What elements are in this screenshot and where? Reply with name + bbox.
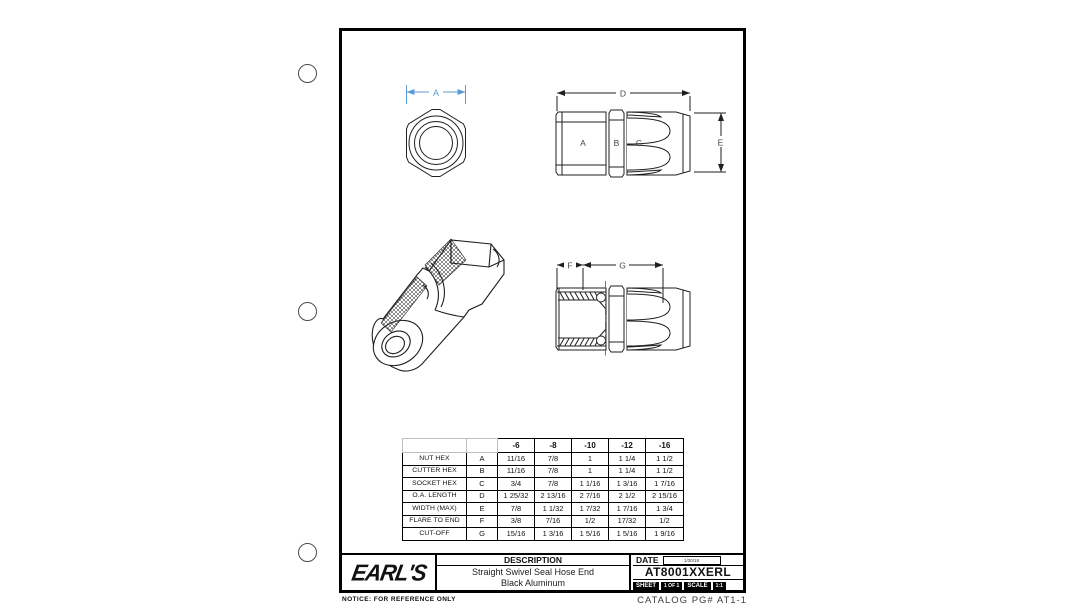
spec-row-label: FLARE TO END [403,515,467,528]
binder-hole [298,64,317,83]
spec-value: 3/8 [498,515,535,528]
spec-value: 11/16 [498,453,535,466]
spec-dim-letter: F [467,515,498,528]
spec-value: 1 3/4 [646,503,684,516]
description-cell [437,555,631,590]
spec-value: 1 [572,453,609,466]
scale-label: SCALE [684,582,710,590]
part-number: AT8001XXERL [633,566,743,580]
catalog-page-ref: CATALOG PG# AT1-1 [637,595,747,606]
spec-value: 11/16 [498,465,535,478]
spec-row-label: NUT HEX [403,453,467,466]
date-label: DATE [636,555,659,565]
section-body [556,286,690,352]
spec-value: 1 7/16 [646,478,684,491]
spec-dim-letter: A [467,453,498,466]
spec-size-header: -16 [646,439,684,453]
spec-value: 1 3/16 [609,478,646,491]
sheet-value: 1 OF 1 [661,582,682,590]
scale-value: 1:1 [713,582,726,590]
spec-table-body [403,453,684,541]
spec-row-label: CUT-OFF [403,528,467,541]
spec-value: 1 9/16 [646,528,684,541]
spec-value: 1 1/4 [609,453,646,466]
title-block-right-column [633,555,743,590]
spec-row-label: WIDTH (MAX) [403,503,467,516]
spec-row-label: CUTTER HEX [403,465,467,478]
hex-nut-front-view [396,78,480,188]
spec-value: 1 25/32 [498,490,535,503]
spec-value: 1/2 [646,515,684,528]
spec-value: 2 13/16 [535,490,572,503]
spec-row [403,478,684,491]
dim-d-label: D [619,88,627,99]
spec-size-header: -12 [609,439,646,453]
description-line-2: Black Aluminum [500,578,566,588]
logo-cell [342,555,437,590]
spec-dim-letter: E [467,503,498,516]
dim-e-label: E [717,137,724,148]
spec-value: 1 5/16 [609,528,646,541]
spec-row-label: O.A. LENGTH [403,490,467,503]
spec-value: 7/16 [535,515,572,528]
section-c-label: C [635,138,643,148]
spec-value: 2 15/16 [646,490,684,503]
spec-value: 1 5/16 [572,528,609,541]
spec-value: 1 1/4 [609,465,646,478]
spec-value: 1 1/2 [646,465,684,478]
section-a-label: A [580,138,586,148]
spec-row [403,528,684,541]
spec-value: 7/8 [498,503,535,516]
spec-row [403,503,684,516]
date-value: 1/30/18 [663,556,721,565]
spec-header-empty [467,439,498,453]
binder-hole [298,543,317,562]
spec-value: 2 1/2 [609,490,646,503]
spec-dim-letter: C [467,478,498,491]
spec-value: 1 3/16 [535,528,572,541]
spec-value: 1 7/32 [572,503,609,516]
spec-value: 1 [572,465,609,478]
dim-g-label: G [619,260,626,271]
fitting-side-view [548,85,733,190]
spec-row [403,490,684,503]
spec-row [403,515,684,528]
sheet-label: SHEET [633,582,659,590]
spec-value: 1/2 [572,515,609,528]
fitting-body [556,110,690,177]
spec-size-header: -6 [498,439,535,453]
spec-value: 1 1/2 [646,453,684,466]
spec-value: 2 7/16 [572,490,609,503]
binder-hole [298,302,317,321]
spec-dim-letter: G [467,528,498,541]
spec-header-empty [403,439,467,453]
spec-value: 7/8 [535,453,572,466]
spec-size-header: -10 [572,439,609,453]
spec-value: 17/32 [609,515,646,528]
earls-logo: EARL'S [349,558,428,586]
spec-value: 3/4 [498,478,535,491]
fitting-isometric-view [365,233,510,381]
hex-outline [407,110,466,177]
spec-row [403,465,684,478]
spec-value: 1 1/16 [572,478,609,491]
spec-value: 7/8 [535,465,572,478]
reference-notice: NOTICE: FOR REFERENCE ONLY [342,596,456,603]
spec-header-row [403,439,684,453]
spec-row-label: SOCKET HEX [403,478,467,491]
dim-f-label: F [567,260,573,271]
spec-value: 7/8 [535,478,572,491]
spec-value: 15/16 [498,528,535,541]
section-b-label: B [613,138,620,148]
sheet-scale-row [633,580,743,591]
spec-size-header: -8 [535,439,572,453]
description-line-1: Straight Swivel Seal Hose End [471,567,595,577]
spec-row [403,453,684,466]
spec-dim-letter: B [467,465,498,478]
spec-value: 1 7/16 [609,503,646,516]
description-header: DESCRIPTION [437,555,629,566]
spec-table [402,438,684,541]
spec-value: 1 1/32 [535,503,572,516]
spec-dim-letter: D [467,490,498,503]
dim-a-label: A [432,88,440,98]
fitting-section-view [548,248,738,363]
